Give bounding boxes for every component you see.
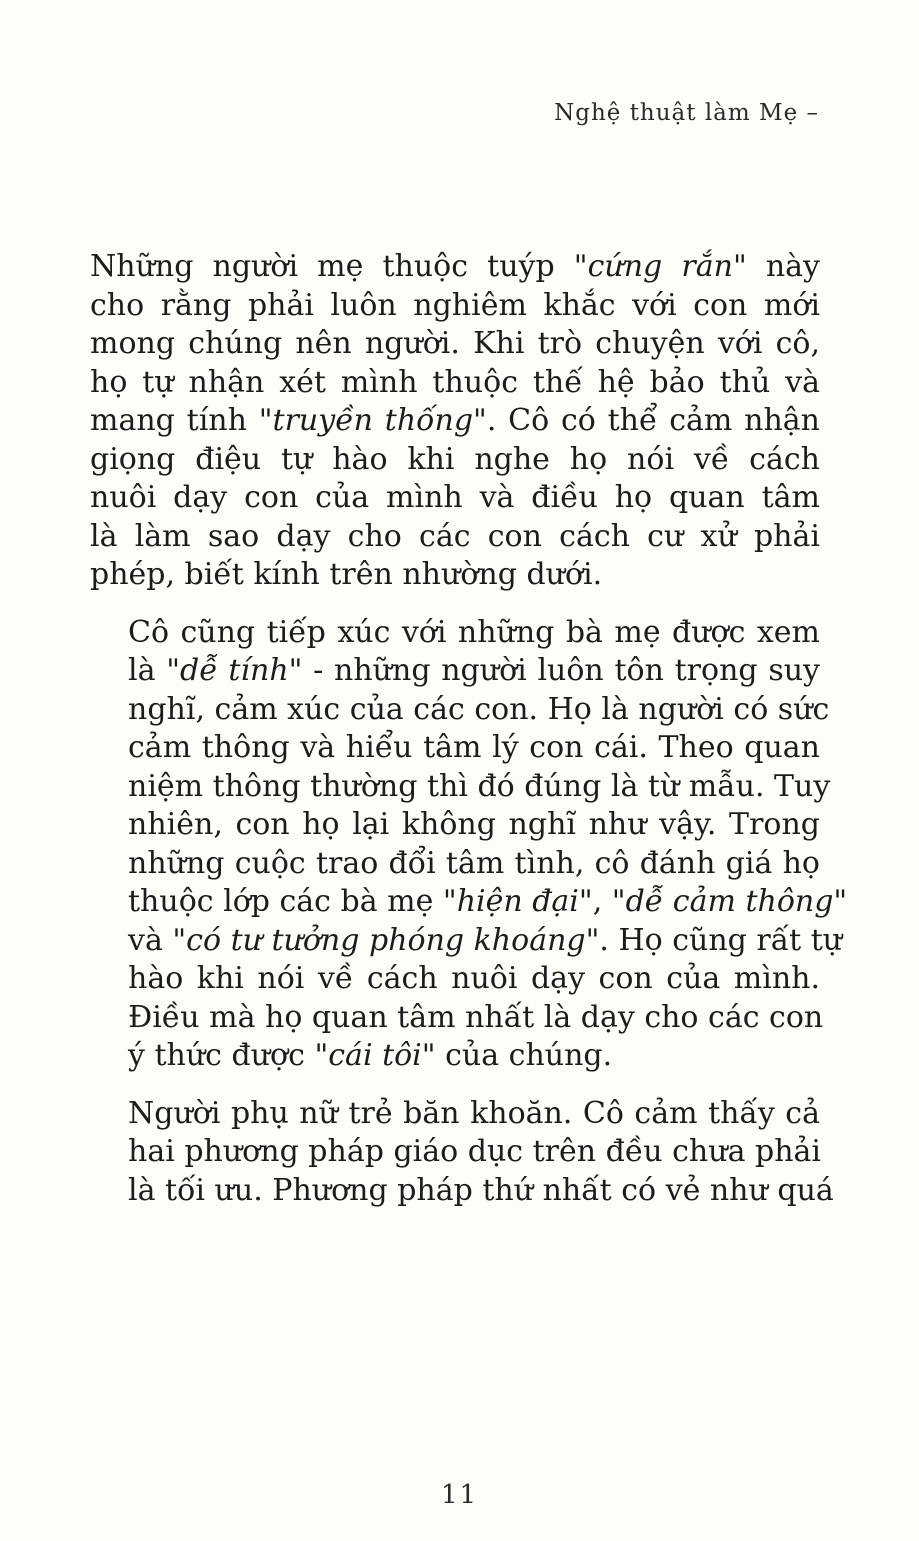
paragraph xyxy=(90,614,848,1076)
italic-phrase: dễ cảm thông xyxy=(625,884,834,919)
text-segment: phép, biết kính trên nhường dưới. xyxy=(90,557,603,592)
text-line xyxy=(90,1037,820,1076)
body-text xyxy=(90,248,848,1210)
italic-phrase: truyền thống xyxy=(272,403,474,438)
text-segment: cho rằng phải luôn nghiêm khắc với con mới xyxy=(90,287,820,323)
text-segment: giọng điệu tự hào khi nghe họ nói về cách xyxy=(90,441,820,477)
italic-phrase: có tư tưởng phóng khoáng xyxy=(186,922,586,958)
text-segment: nghĩ, cảm xúc của các con. Họ là người có sức xyxy=(128,691,830,727)
text-line xyxy=(90,1133,820,1172)
text-segment: họ tự nhận xét mình thuộc thế hệ bảo thủ và xyxy=(90,364,820,400)
text-line xyxy=(90,248,820,287)
text-line xyxy=(90,614,820,653)
text-segment: " xyxy=(833,884,848,919)
text-segment: nuôi dạy con của mình và điều họ quan tâm xyxy=(90,480,820,515)
text-line xyxy=(90,441,820,480)
text-segment: niệm thông thường thì đó đúng là từ mẫu. Tuy xyxy=(128,768,831,804)
text-segment: mang tính " xyxy=(90,403,273,438)
text-segment: " - những người luôn tôn trọng suy xyxy=(288,653,820,688)
italic-phrase: dễ tính xyxy=(180,653,289,688)
text-line xyxy=(90,479,820,518)
text-line xyxy=(90,729,820,768)
text-line xyxy=(90,402,820,441)
text-line xyxy=(90,883,848,922)
text-segment: ", " xyxy=(578,884,626,919)
text-line xyxy=(90,325,820,364)
text-segment: " này xyxy=(732,249,821,284)
text-segment: hào khi nói về cách nuôi dạy con của mình. xyxy=(128,961,820,996)
italic-phrase: cứng rắn xyxy=(587,249,733,284)
text-segment: là " xyxy=(128,653,180,688)
text-line xyxy=(90,556,820,595)
paragraph xyxy=(90,248,820,595)
paragraph xyxy=(90,1095,834,1211)
text-segment: Người phụ nữ trẻ băn khoăn. Cô cảm thấy cả xyxy=(128,1095,820,1131)
text-segment: Điều mà họ quan tâm nhất là dạy cho các con xyxy=(128,999,824,1035)
text-line xyxy=(90,999,824,1038)
page-number: 11 xyxy=(440,1480,479,1510)
text-segment: mong chúng nên người. Khi trò chuyện với cô, xyxy=(90,326,820,361)
text-line xyxy=(90,922,843,961)
text-line xyxy=(90,806,820,845)
text-segment: cảm thông và hiểu tâm lý con cái. Theo quan xyxy=(128,730,820,765)
text-line xyxy=(90,1172,834,1211)
text-line xyxy=(90,691,830,730)
text-line xyxy=(90,768,831,807)
text-line xyxy=(90,652,820,691)
text-segment: nhiên, con họ lại không nghĩ như vậy. Trong xyxy=(128,807,820,842)
text-segment: ". Họ cũng rất tự xyxy=(585,922,843,958)
text-segment: hai phương pháp giáo dục trên đều chưa phải xyxy=(128,1134,822,1169)
text-segment: Cô cũng tiếp xúc với những bà mẹ được xem xyxy=(128,614,820,650)
text-segment: những cuộc trao đổi tâm tình, cô đánh giá họ xyxy=(128,845,820,881)
text-line xyxy=(90,364,820,403)
text-line xyxy=(90,845,820,884)
italic-phrase: hiện đại xyxy=(456,884,579,919)
running-header: Nghệ thuật làm Mẹ – xyxy=(554,100,819,126)
text-segment: ý thức được " xyxy=(128,1038,329,1073)
text-segment: " của chúng. xyxy=(421,1038,613,1073)
text-segment: là tối ưu. Phương pháp thứ nhất có vẻ như quá xyxy=(128,1172,834,1208)
text-line xyxy=(90,287,820,326)
text-segment: ". Cô có thể cảm nhận xyxy=(473,403,820,438)
text-line xyxy=(90,1095,820,1134)
text-segment: thuộc lớp các bà mẹ " xyxy=(128,884,457,919)
text-segment: là làm sao dạy cho các con cách cư xử phải xyxy=(90,518,820,554)
text-line xyxy=(90,960,820,999)
text-segment: và " xyxy=(128,922,187,958)
text-line xyxy=(90,518,820,557)
text-segment: Những người mẹ thuộc tuýp " xyxy=(90,249,588,284)
italic-phrase: cái tôi xyxy=(328,1038,422,1073)
